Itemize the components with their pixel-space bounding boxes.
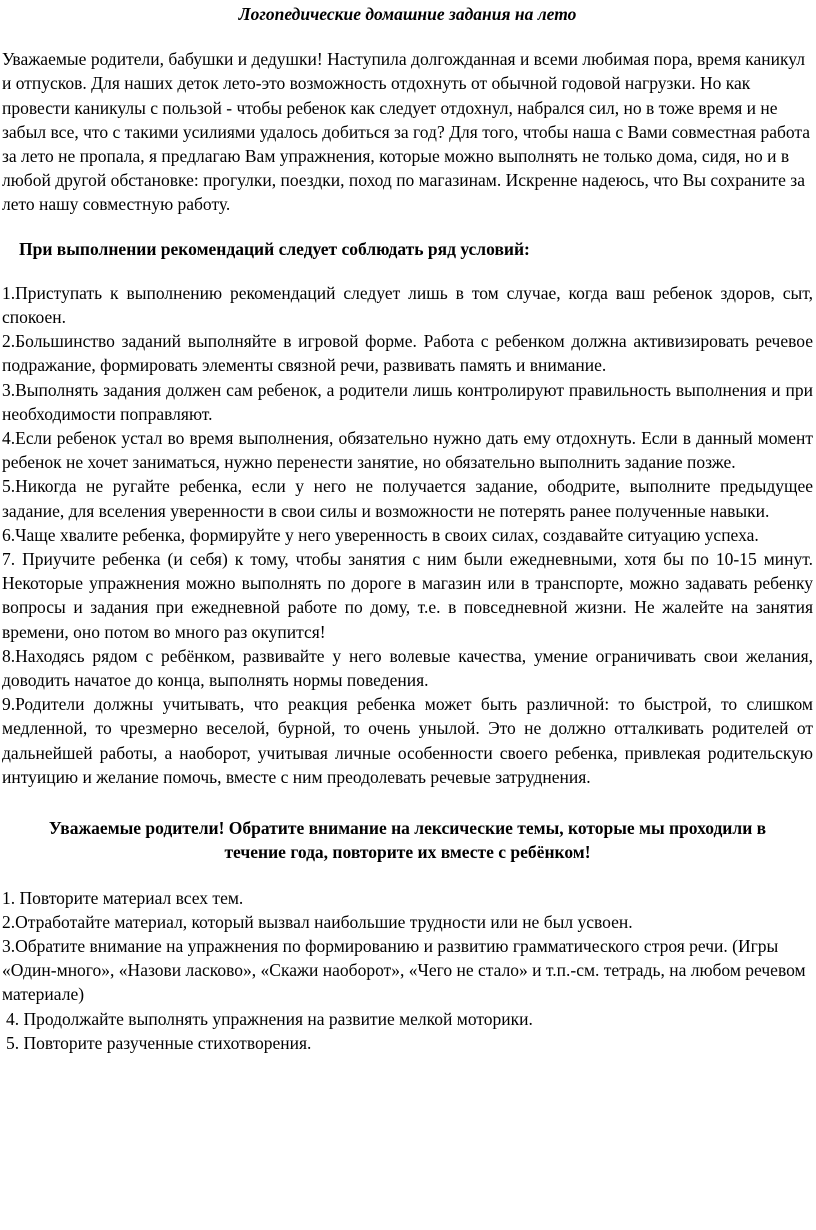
document-title: Логопедические домашние задания на лето — [238, 4, 577, 24]
condition-item-5: 5.Никогда не ругайте ребенка, если у него не получается задание, ободрите, выполните предыдущее задание, для вселения уверенности в свои силы и возможности не потерять ранее полученные навыки. — [2, 476, 813, 521]
condition-item-1: 1.Приступать к выполнению рекомендаций следует лишь в том случае, когда ваш ребенок здоров, сыт, спокоен. — [2, 282, 813, 328]
condition-item-3: 3.Выполнять задания должен сам ребенок, а родители лишь контролируют правильность выполнения и при необходимости поправляют. — [2, 379, 813, 424]
condition-item-4: 4.Если ребенок устал во время выполнения, обязательно нужно дать ему отдохнуть. Если в данный момент ребенок не хочет заниматься, нужно перенести занятие, но обязательно выполнить задание позже. — [2, 428, 813, 473]
condition-item-6: 6.Чаще хвалите ребенка, формируйте у него уверенность в своих силах, создавайте ситуацию успеха. — [2, 524, 759, 545]
condition-item-9: 9.Родители должны учитывать, что реакция ребенка может быть различной: то быстрой, то слишком медленной, то чрезмерно веселой, бурной, то очень унылой. Это не должно отталкивать родителей от дальнейшей работы, а наоборот, учитывая личные особенности своего ребенка, привлекая родительскую интуицию и желание помочь, вместе с ним преодолевать речевые затруднения. — [2, 694, 813, 787]
condition-item-8: 8.Находясь рядом с ребёнком, развивайте у него волевые качества, умение ограничивать свои желания, доводить начатое до конца, выполнять нормы поведения. — [2, 645, 813, 691]
conditions-list — [2, 281, 813, 789]
step-item-2: 2.Отработайте материал, который вызвал наибольшие трудности или не был усвоен. — [2, 911, 633, 932]
step-item-4: 4. Продолжайте выполнять упражнения на развитие мелкой моторики. — [6, 1008, 533, 1029]
step-item-3: 3.Обратите внимание на упражнения по формированию и развитию грамматического строя речи. (Игры «Один-много», «Назови ласково», «Скажи наоборот», «Чего не стало» и т.п.-см. тетрадь, на любом речевом материале) — [2, 935, 806, 1005]
intro-paragraph — [2, 47, 813, 216]
topics-heading: Уважаемые родители! Обратите внимание на лексические темы, которые мы проходили в течение года, повторите их вместе с ребёнком! — [48, 818, 767, 863]
conditions-heading: При выполнении рекомендаций следует соблюдать ряд условий: — [19, 238, 530, 259]
step-item-1: 1. Повторите материал всех тем. — [2, 887, 244, 908]
step-item-5: 5. Повторите разученные стихотворения. — [6, 1032, 312, 1053]
condition-item-2: 2.Большинство заданий выполняйте в игровой форме. Работа с ребенком должна активизировать речевое подражание, формировать элементы связной речи, развивать память и внимание. — [2, 331, 813, 376]
steps-list — [2, 886, 813, 1055]
condition-item-7: 7. Приучите ребенка (и себя) к тому, чтобы занятия с ним были ежедневными, хотя бы по 10-15 минут. Некоторые упражнения можно выполнять по дороге в магазин или в транспорте, можно задавать ребенку вопросы и задания при ежедневной работе по дому, т.е. в повседневной жизни. Не жалейте на занятия времени, оно потом во много раз окупится! — [2, 549, 813, 642]
intro-text: Уважаемые родители, бабушки и дедушки! Наступила долгожданная и всеми любимая пора, время каникул и отпусков. Для наших деток лето-это возможность отдохнуть от обычной годовой нагрузки. Но как провести каникулы с пользой - чтобы ребенок как следует отдохнул, набрался сил, но в тоже время и не забыл все, что с такими усилиями удалось добиться за год? Для того, чтобы наша с Вами совместная работа за лето не пропала, я предлагаю Вам упражнения, которые можно выполнять не только дома, сидя, но и в любой другой обстановке: прогулки, поездки, поход по магазинам. Искренне надеюсь, что Вы сохраните за лето нашу совместную работу. — [2, 49, 811, 215]
